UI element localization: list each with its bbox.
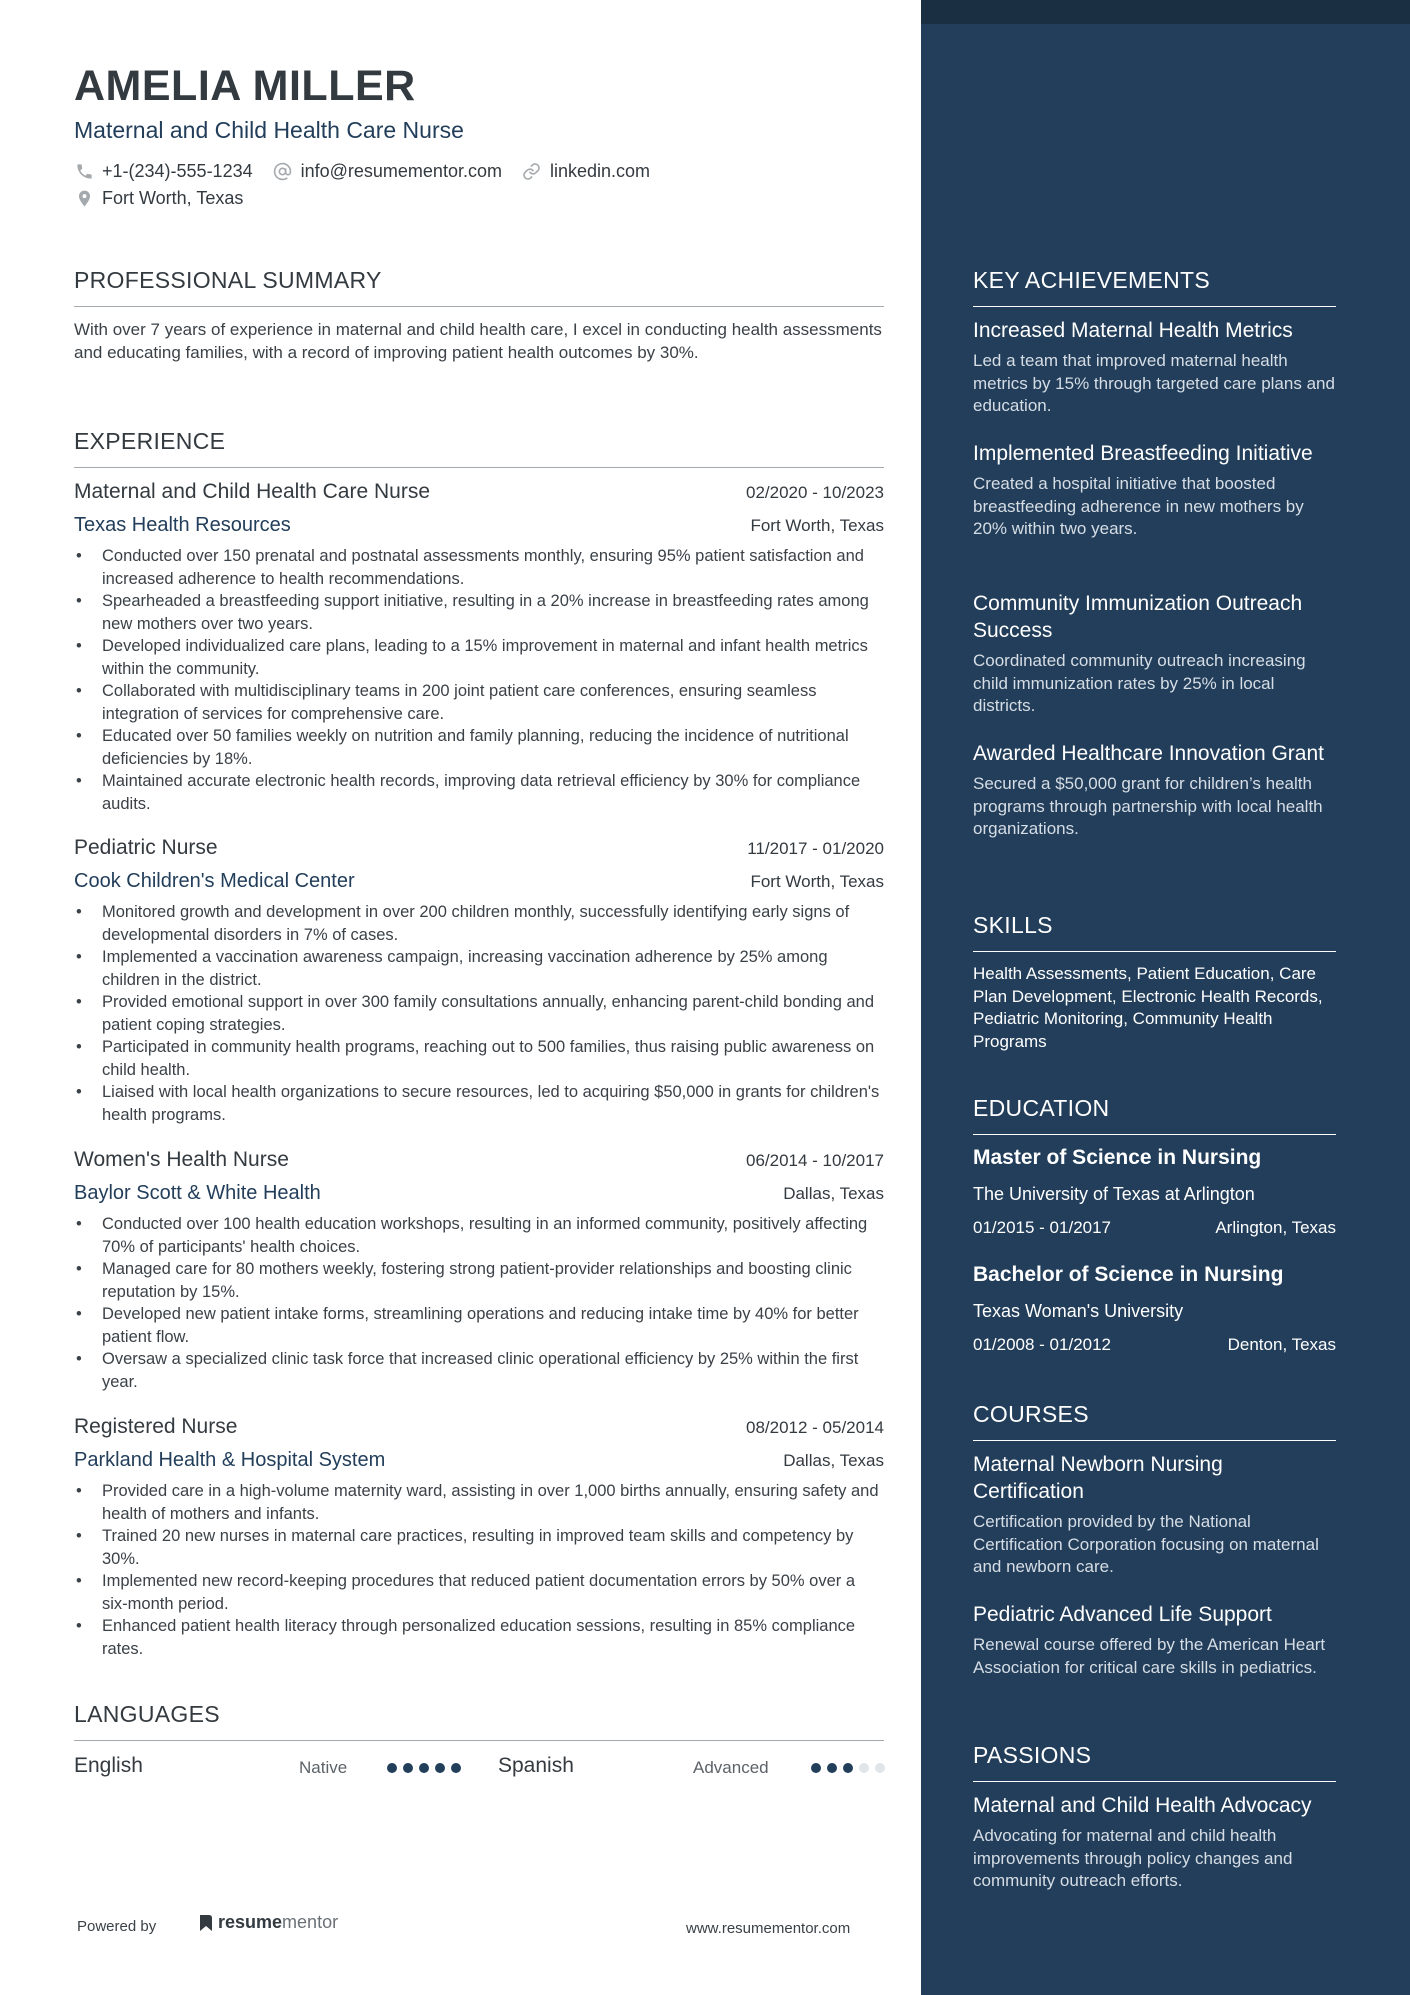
job-bullet: • Enhanced patient health literacy through personalized education sessions, resulting in 85% compliance rates. [74,1615,884,1660]
job-bullet: • Provided care in a high-volume maternity ward, assisting in over 1,000 births annually, ensuring safety and health of mothers and infants. [74,1480,884,1525]
proficiency-dot-filled [827,1763,837,1773]
brand-logo[interactable] [198,1912,338,1933]
job-bullet: • Participated in community health programs, reaching out to 500 families, thus raising public awareness on child health. [74,1036,884,1081]
candidate-title: Maternal and Child Health Care Nurse [74,117,464,143]
brand-light: mentor [282,1912,339,1932]
language-level: Native [299,1758,348,1777]
job-role: Women's Health Nurse [74,1148,289,1171]
proficiency-dot-filled [435,1763,445,1773]
skills-text: Health Assessments, Patient Education, Care Plan Development, Electronic Health Records, Pediatric Monitoring, Community Health Programs [973,964,1323,1051]
contact-row-2 [74,188,263,209]
passion-title: Maternal and Child Health Advocacy [973,1794,1312,1817]
job-bullet: • Conducted over 100 health education workshops, resulting in an informed community, positively affecting 70% of participants' health choices. [74,1213,884,1258]
job-bullets [74,545,884,815]
achievement-item [973,440,1336,541]
candidate-name: AMELIA MILLER [74,62,416,110]
job-company: Parkland Health & Hospital System [74,1449,386,1471]
skills-heading: SKILLS [973,912,1336,952]
course-item [973,1451,1336,1579]
email-text[interactable]: info@resumementor.com [300,161,502,181]
achievement-title: Community Immunization Outreach Success [973,592,1303,642]
job-bullet: • Spearheaded a breastfeeding support initiative, resulting in a 20% increase in breastfeeding rates among new mothers over two years. [74,590,884,635]
course-text: Renewal course offered by the American Heart Association for critical care skills in pediatrics. [973,1635,1326,1677]
proficiency-dot-filled [843,1763,853,1773]
education-degree: Bachelor of Science in Nursing [973,1263,1284,1286]
location-pin-icon [74,189,94,209]
language-dots [811,1763,891,1773]
job-bullet: • Conducted over 150 prenatal and postnatal assessments monthly, ensuring 95% patient satisfaction and increased adherence to health recommendations. [74,545,884,590]
education-location: Arlington, Texas [1215,1218,1336,1237]
proficiency-dot-filled [451,1763,461,1773]
language-name: English [74,1754,143,1777]
passion-item [973,1792,1336,1893]
achievement-item [973,590,1336,718]
education-heading: EDUCATION [973,1095,1336,1135]
job-bullet: • Trained 20 new nurses in maternal care practices, resulting in improved team skills and competency by 30%. [74,1525,884,1570]
language-level: Advanced [693,1758,769,1777]
experience-heading: EXPERIENCE [74,428,884,468]
education-school: The University of Texas at Arlington [973,1184,1255,1204]
course-title: Pediatric Advanced Life Support [973,1603,1272,1626]
job-bullet: • Developed new patient intake forms, streamlining operations and reducing intake time by 40% for better patient flow. [74,1303,884,1348]
job-location: Dallas, Texas [783,1184,884,1203]
job-location: Fort Worth, Texas [750,872,884,891]
passion-text: Advocating for maternal and child health improvements through policy changes and community outreach efforts. [973,1826,1293,1890]
achievement-title: Increased Maternal Health Metrics [973,319,1293,342]
job-entry [74,1148,884,1393]
course-title: Maternal Newborn Nursing Certification [973,1453,1223,1503]
job-role: Maternal and Child Health Care Nurse [74,480,431,503]
job-dates: 08/2012 - 05/2014 [745,1418,884,1437]
job-entry [74,1415,884,1660]
education-item [973,1146,1336,1238]
job-location: Fort Worth, Texas [750,516,884,535]
phone-text: +1-(234)-555-1234 [102,161,253,181]
job-bullet: • Maintained accurate electronic health records, improving data retrieval efficiency by 30% for compliance audits. [74,770,884,815]
job-bullets [74,1480,884,1660]
language-name: Spanish [498,1754,574,1777]
achievements-heading: KEY ACHIEVEMENTS [973,267,1336,307]
job-role: Pediatric Nurse [74,836,218,859]
contact-location [74,188,243,209]
proficiency-dot-filled [403,1763,413,1773]
proficiency-dot-filled [419,1763,429,1773]
brand-bold: resume [218,1912,283,1932]
education-item [973,1263,1336,1355]
summary-text: With over 7 years of experience in maternal and child health care, I excel in conducting health assessments and educating families, with a record of improving patient health outcomes by 30%. [74,320,882,362]
job-bullets [74,901,884,1126]
website-link[interactable]: www.resumementor.com [686,1920,851,1937]
proficiency-dot-empty [875,1763,885,1773]
sidebar [921,0,1410,1995]
achievement-item [973,740,1336,841]
proficiency-dot-filled [811,1763,821,1773]
job-bullet: • Collaborated with multidisciplinary teams in 200 joint patient care conferences, ensuring seamless integration of services for comprehensive care. [74,680,884,725]
job-company: Baylor Scott & White Health [74,1182,321,1204]
job-dates: 11/2017 - 01/2020 [747,839,884,858]
job-bullet: • Implemented a vaccination awareness campaign, increasing vaccination adherence by 25% among children in the district. [74,946,884,991]
job-bullet: • Educated over 50 families weekly on nutrition and family planning, reducing the incidence of nutritional deficiencies by 18%. [74,725,884,770]
job-role: Registered Nurse [74,1415,238,1438]
job-location: Dallas, Texas [783,1451,884,1470]
achievement-text: Created a hospital initiative that boosted breastfeeding adherence in new mothers by 20% within two years. [973,474,1304,538]
job-bullet: • Developed individualized care plans, leading to a 15% improvement in maternal and infant health metrics within the community. [74,635,884,680]
job-bullet: • Oversaw a specialized clinic task force that increased clinic operational efficiency by 25% within the first year. [74,1348,884,1393]
contact-linkedin[interactable] [522,161,650,182]
achievement-text: Coordinated community outreach increasing child immunization rates by 25% in local districts. [973,651,1306,715]
proficiency-dot-empty [859,1763,869,1773]
summary-heading: PROFESSIONAL SUMMARY [74,267,884,307]
link-icon [522,162,542,182]
location-text: Fort Worth, Texas [102,188,244,208]
achievement-text: Secured a $50,000 grant for children’s health programs through partnership with local health organizations. [973,774,1323,838]
job-company: Cook Children's Medical Center [74,870,355,892]
job-bullet: • Liaised with local health organizations to secure resources, led to acquiring $50,000 in grants for children's health programs. [74,1081,884,1126]
languages-row [74,1754,884,1782]
contact-row-1 [74,161,670,182]
job-bullet: • Provided emotional support in over 300 family consultations annually, enhancing parent-child bonding and patient coping strategies. [74,991,884,1036]
resumementor-logo-icon [198,1913,214,1933]
course-item [973,1601,1336,1679]
education-location: Denton, Texas [1227,1335,1336,1354]
job-bullet: • Implemented new record-keeping procedures that reduced patient documentation errors by 50% over a six-month period. [74,1570,884,1615]
education-dates: 01/2015 - 01/2017 [973,1218,1112,1237]
job-bullet: • Managed care for 80 mothers weekly, fostering strong patient-provider relationships and boosting clinic reputation by 15%. [74,1258,884,1303]
proficiency-dot-filled [387,1763,397,1773]
courses-heading: COURSES [973,1401,1336,1441]
achievement-text: Led a team that improved maternal health metrics by 15% through targeted care plans and education. [973,351,1335,415]
contact-phone [74,161,253,182]
contact-email[interactable] [273,161,502,182]
job-dates: 02/2020 - 10/2023 [745,483,884,502]
job-entry [74,480,884,815]
education-degree: Master of Science in Nursing [973,1146,1262,1169]
achievement-title: Awarded Healthcare Innovation Grant [973,742,1324,765]
education-dates: 01/2008 - 01/2012 [973,1335,1112,1354]
education-school: Texas Woman's University [973,1301,1184,1321]
sidebar-topbar [921,0,1410,24]
job-dates: 06/2014 - 10/2017 [745,1151,884,1170]
at-sign-icon [273,162,293,182]
job-bullets [74,1213,884,1393]
language-dots [387,1763,467,1773]
job-bullet: • Monitored growth and development in over 200 children monthly, successfully identifying early signs of developmental disorders in 7% of cases. [74,901,884,946]
linkedin-text[interactable]: linkedin.com [549,161,651,181]
passions-heading: PASSIONS [973,1742,1336,1782]
job-entry [74,836,884,1126]
course-text: Certification provided by the National Certification Corporation focusing on maternal and newborn care. [973,1512,1319,1576]
achievement-item [973,317,1336,418]
job-company: Texas Health Resources [74,514,291,536]
achievement-title: Implemented Breastfeeding Initiative [973,442,1313,465]
phone-icon [74,162,94,182]
powered-by-text: Powered by [77,1918,157,1935]
languages-heading: LANGUAGES [74,1701,884,1741]
brand-text [218,1912,338,1933]
